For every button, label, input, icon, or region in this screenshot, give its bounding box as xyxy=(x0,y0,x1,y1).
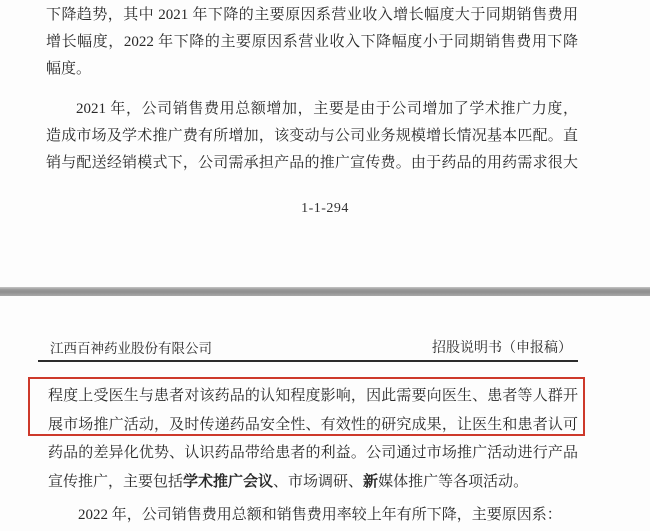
text-line: 销与配送经销模式下，公司需承担产品的推广宣传费。由于药品的用药需求很大 xyxy=(46,155,578,171)
text-line: 药品的差异化优势、认识药品带给患者的利益。公司通过市场推广活动进行产品 xyxy=(48,445,578,461)
text-line: 展市场推广活动，及时传递药品安全性、有效性的研究成果，让医生和患者认可 xyxy=(48,416,578,433)
text-line: 2021 年，公司销售费用总额增加，主要是由于公司增加了学术推广力度， xyxy=(76,101,578,117)
page-divider xyxy=(0,287,650,296)
page-number: 1-1-294 xyxy=(301,201,349,216)
text-segment-bold: 学术推广会议 xyxy=(183,473,274,490)
paragraph xyxy=(46,2,578,83)
text-segment: 媒体推广等各项活动。 xyxy=(378,473,529,490)
text-segment: 、市场调研、 xyxy=(273,473,364,490)
company-name: 江西百神药业股份有限公司 xyxy=(50,341,212,356)
text-line: 下降趋势，其中 2021 年下降的主要原因系营业收入增长幅度大于同期销售费用 xyxy=(46,7,578,23)
paragraph xyxy=(48,501,578,530)
page-header xyxy=(38,338,578,362)
text-segment: 宣传推广，主要包括 xyxy=(48,473,184,490)
text-line: 程度上受医生与患者对该药品的认知程度影响，因此需要向医生、患者等人群开 xyxy=(48,388,578,404)
text-line xyxy=(48,468,578,497)
text-line: 幅度。 xyxy=(46,61,92,77)
text-line: 增长幅度，2022 年下降的主要原因系营业收入下降幅度小于同期销售费用下降 xyxy=(46,34,578,50)
page-1-body xyxy=(46,2,578,177)
paragraph xyxy=(46,96,578,177)
document-title: 招股说明书（申报稿） xyxy=(432,341,572,356)
highlight-annotation-box xyxy=(28,377,585,436)
text-line: 造成市场及学术推广费有所增加，该变动与公司业务规模增长情况基本匹配。直 xyxy=(46,128,578,144)
text-segment-bold: 新 xyxy=(363,473,379,490)
text-line: 2022 年，公司销售费用总额和销售费用率较上年有所下降，主要原因系： xyxy=(78,507,562,523)
